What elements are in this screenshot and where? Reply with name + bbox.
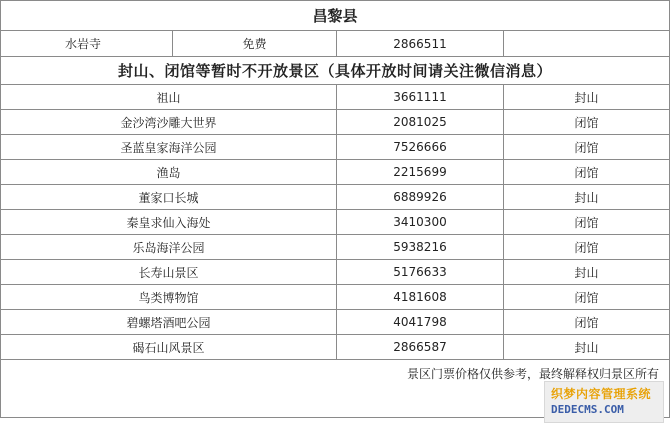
spot-status: 封山 bbox=[504, 260, 670, 285]
spot-status: 封山 bbox=[504, 85, 670, 110]
spot-phone: 2081025 bbox=[337, 110, 504, 135]
spot-phone: 7526666 bbox=[337, 135, 504, 160]
spot-status: 封山 bbox=[504, 185, 670, 210]
table-row bbox=[1, 210, 670, 235]
spot-status: 闭馆 bbox=[504, 110, 670, 135]
spot-name: 秦皇求仙入海处 bbox=[1, 210, 337, 235]
ticket-price: 免费 bbox=[173, 31, 337, 57]
spot-phone: 6889926 bbox=[337, 185, 504, 210]
spot-phone: 5176633 bbox=[337, 260, 504, 285]
table-row bbox=[1, 235, 670, 260]
table-row bbox=[1, 335, 670, 360]
spot-name: 长寿山景区 bbox=[1, 260, 337, 285]
spot-status: 闭馆 bbox=[504, 160, 670, 185]
spot-name: 金沙湾沙雕大世界 bbox=[1, 110, 337, 135]
spot-name: 渔岛 bbox=[1, 160, 337, 185]
spot-status: 闭馆 bbox=[504, 285, 670, 310]
spot-phone: 5938216 bbox=[337, 235, 504, 260]
spot-status: 闭馆 bbox=[504, 235, 670, 260]
spot-phone: 2215699 bbox=[337, 160, 504, 185]
spot-phone: 4041798 bbox=[337, 310, 504, 335]
table-row bbox=[1, 110, 670, 135]
watermark-logo bbox=[544, 381, 664, 423]
spot-name: 碧螺塔酒吧公园 bbox=[1, 310, 337, 335]
spot-name: 鸟类博物馆 bbox=[1, 285, 337, 310]
spot-status: 闭馆 bbox=[504, 310, 670, 335]
spot-status: 封山 bbox=[504, 335, 670, 360]
table-row bbox=[1, 135, 670, 160]
spot-phone: 2866511 bbox=[337, 31, 504, 57]
spot-phone: 3410300 bbox=[337, 210, 504, 235]
spot-name: 圣蓝皇家海洋公园 bbox=[1, 135, 337, 160]
table-row bbox=[1, 160, 670, 185]
spot-name: 乐岛海洋公园 bbox=[1, 235, 337, 260]
table-row bbox=[1, 310, 670, 335]
spot-name: 祖山 bbox=[1, 85, 337, 110]
table-row bbox=[1, 31, 670, 57]
spot-status: 闭馆 bbox=[504, 135, 670, 160]
table-row bbox=[1, 85, 670, 110]
watermark-en-text: DEDECMS.COM bbox=[551, 403, 624, 416]
spot-phone: 3661111 bbox=[337, 85, 504, 110]
watermark-cn-text: 织梦内容管理系统 bbox=[551, 387, 652, 401]
spot-status bbox=[504, 31, 670, 57]
county-title: 昌黎县 bbox=[1, 1, 670, 31]
spot-name: 碣石山风景区 bbox=[1, 335, 337, 360]
spot-name: 董家口长城 bbox=[1, 185, 337, 210]
spot-phone: 4181608 bbox=[337, 285, 504, 310]
spot-phone: 2866587 bbox=[337, 335, 504, 360]
spot-status: 闭馆 bbox=[504, 210, 670, 235]
spot-name: 水岩寺 bbox=[1, 31, 173, 57]
table-row bbox=[1, 260, 670, 285]
disclaimer-text: 景区门票价格仅供参考，最终解释权归景区所有 bbox=[407, 367, 660, 381]
closure-notice: 封山、闭馆等暂时不开放景区（具体开放时间请关注微信消息） bbox=[1, 57, 670, 85]
table-row bbox=[1, 185, 670, 210]
closed-spots-list bbox=[1, 85, 670, 360]
table-row bbox=[1, 285, 670, 310]
